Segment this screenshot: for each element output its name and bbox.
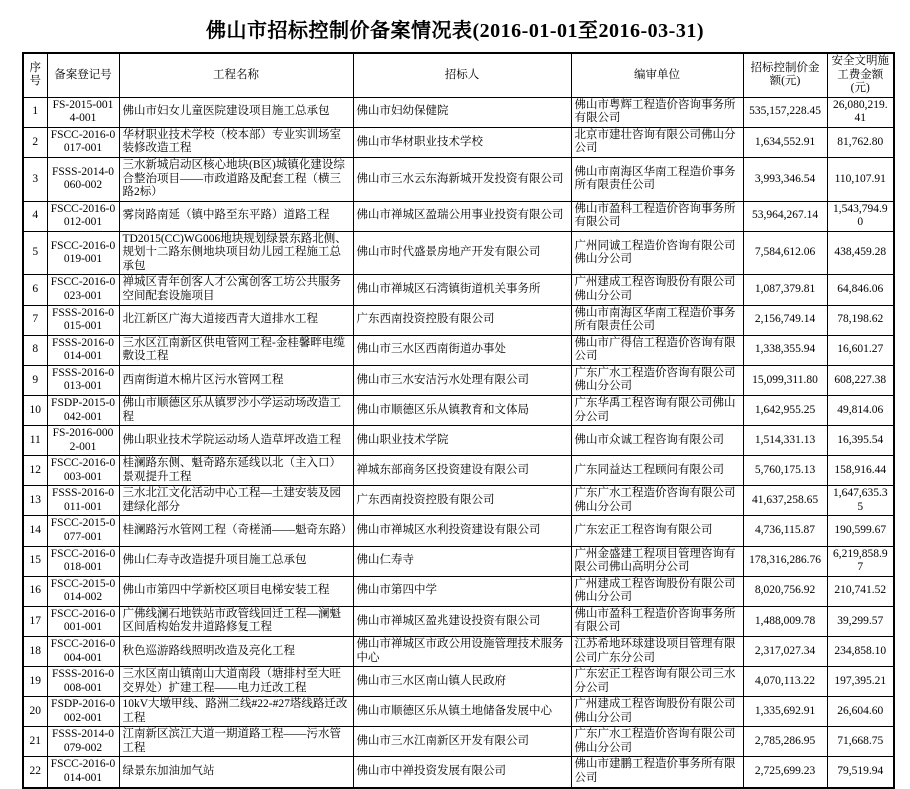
cell-index: 1 (23, 97, 47, 127)
column-header-review_unit: 编审单位 (571, 53, 743, 97)
table-row (23, 157, 894, 201)
cell-review_unit: 佛山市南海区华南工程造价事务所有限责任公司 (571, 305, 743, 335)
cell-project: 广佛线澜石地铁站市政管线回迁工程—澜魁区间盾构始发井道路修复工程 (119, 606, 353, 636)
cell-tenderer: 禅城东部商务区投资建设有限公司 (353, 456, 571, 486)
cell-safety_fee: 158,916.44 (827, 456, 894, 486)
cell-control_price: 1,335,692.91 (743, 697, 827, 727)
table-row (23, 667, 894, 697)
table-row (23, 546, 894, 576)
cell-reg_no: FSCC-2016-0019-001 (47, 231, 119, 275)
table-row (23, 97, 894, 127)
cell-tenderer: 佛山市禅城区石湾镇街道机关事务所 (353, 275, 571, 305)
table-row (23, 335, 894, 365)
cell-tenderer: 佛山市中禅投资发展有限公司 (353, 757, 571, 788)
filing-table (22, 52, 895, 789)
cell-tenderer: 佛山市华材职业技术学校 (353, 127, 571, 157)
cell-project: 佛山市第四中学新校区项目电梯安装工程 (119, 576, 353, 606)
cell-index: 3 (23, 157, 47, 201)
column-header-reg_no: 备案登记号 (47, 53, 119, 97)
cell-reg_no: FSSS-2014-0060-002 (47, 157, 119, 201)
cell-project: 绿景东加油加气站 (119, 757, 353, 788)
cell-tenderer: 佛山市顺德区乐从镇土地储备发展中心 (353, 697, 571, 727)
cell-reg_no: FSCC-2016-0017-001 (47, 127, 119, 157)
cell-review_unit: 佛山市众诚工程咨询有限公司 (571, 426, 743, 456)
cell-index: 17 (23, 606, 47, 636)
cell-safety_fee: 234,858.10 (827, 636, 894, 666)
cell-reg_no: FSSS-2016-0008-001 (47, 667, 119, 697)
cell-safety_fee: 64,846.06 (827, 275, 894, 305)
cell-review_unit: 广东同益达工程顾问有限公司 (571, 456, 743, 486)
cell-project: 10kV大墩甲线、路洲二线#22-#27塔线路迁改工程 (119, 697, 353, 727)
cell-index: 19 (23, 667, 47, 697)
cell-tenderer: 佛山市禅城区水利投资建设有限公司 (353, 516, 571, 546)
cell-index: 5 (23, 231, 47, 275)
cell-review_unit: 北京市建壮咨询有限公司佛山分公司 (571, 127, 743, 157)
cell-project: 禅城区青年创客人才公寓创客工坊公共服务空间配套设施项目 (119, 275, 353, 305)
cell-safety_fee: 26,604.60 (827, 697, 894, 727)
cell-index: 12 (23, 456, 47, 486)
cell-control_price: 2,317,027.34 (743, 636, 827, 666)
header-row (23, 53, 894, 97)
cell-review_unit: 广州金盛建工程项目管理咨询有限公司佛山高明分公司 (571, 546, 743, 576)
cell-project: 西南街道木棉片区污水管网工程 (119, 365, 353, 395)
table-row (23, 127, 894, 157)
cell-control_price: 1,514,331.13 (743, 426, 827, 456)
cell-reg_no: FSCC-2016-0012-001 (47, 201, 119, 231)
cell-reg_no: FS-2015-0014-001 (47, 97, 119, 127)
cell-project: 三水区江南新区供电管网工程-金桂馨畔电缆敷设工程 (119, 335, 353, 365)
cell-safety_fee: 210,741.52 (827, 576, 894, 606)
cell-index: 14 (23, 516, 47, 546)
cell-project: 佛山市顺德区乐从镇罗沙小学运动场改造工程 (119, 395, 353, 425)
cell-safety_fee: 608,227.38 (827, 365, 894, 395)
cell-reg_no: FSSS-2016-0014-001 (47, 335, 119, 365)
cell-control_price: 53,964,267.14 (743, 201, 827, 231)
table-row (23, 576, 894, 606)
cell-tenderer: 佛山市三水江南新区开发有限公司 (353, 727, 571, 757)
cell-project: 华材职业技术学校（校本部）专业实训场室装修改造工程 (119, 127, 353, 157)
cell-project: 三水区南山镇南山大道南段（塘排村至大旺交界处）扩建工程——电力迁改工程 (119, 667, 353, 697)
cell-review_unit: 广东华禹工程咨询有限公司佛山分公司 (571, 395, 743, 425)
cell-tenderer: 佛山市禅城区盈兆建设投资有限公司 (353, 606, 571, 636)
table-row (23, 757, 894, 788)
cell-reg_no: FSCC-2016-0023-001 (47, 275, 119, 305)
cell-control_price: 8,020,756.92 (743, 576, 827, 606)
cell-review_unit: 广州建成工程咨询股份有限公司佛山分公司 (571, 697, 743, 727)
cell-safety_fee: 190,599.67 (827, 516, 894, 546)
table-row (23, 486, 894, 516)
cell-reg_no: FSSS-2016-0015-001 (47, 305, 119, 335)
cell-project: 佛山仁寿寺改造提升项目施工总承包 (119, 546, 353, 576)
cell-index: 7 (23, 305, 47, 335)
cell-review_unit: 佛山市粤辉工程造价咨询事务所有限公司 (571, 97, 743, 127)
cell-index: 8 (23, 335, 47, 365)
cell-review_unit: 广州同诚工程造价咨询有限公司佛山分公司 (571, 231, 743, 275)
table-row (23, 606, 894, 636)
cell-control_price: 3,993,346.54 (743, 157, 827, 201)
table-header (23, 53, 894, 97)
cell-reg_no: FSCC-2015-0014-002 (47, 576, 119, 606)
cell-review_unit: 广东广水工程造价咨询有限公司佛山分公司 (571, 727, 743, 757)
cell-safety_fee: 79,519.94 (827, 757, 894, 788)
cell-review_unit: 广州建成工程咨询股份有限公司佛山分公司 (571, 275, 743, 305)
cell-index: 22 (23, 757, 47, 788)
cell-review_unit: 佛山市建鹏工程造价事务所有限公司 (571, 757, 743, 788)
cell-reg_no: FSCC-2016-0018-001 (47, 546, 119, 576)
cell-tenderer: 佛山仁寿寺 (353, 546, 571, 576)
table-row (23, 365, 894, 395)
cell-safety_fee: 81,762.80 (827, 127, 894, 157)
cell-review_unit: 广东广水工程造价咨询有限公司佛山分公司 (571, 486, 743, 516)
table-row (23, 305, 894, 335)
cell-safety_fee: 197,395.21 (827, 667, 894, 697)
cell-review_unit: 广东宏正工程咨询有限公司 (571, 516, 743, 546)
cell-control_price: 1,642,955.25 (743, 395, 827, 425)
cell-tenderer: 佛山市第四中学 (353, 576, 571, 606)
cell-control_price: 1,634,552.91 (743, 127, 827, 157)
column-header-control_price: 招标控制价金额(元) (743, 53, 827, 97)
cell-project: 三水新城启动区核心地块(B区)城镇化建设综合整治项目——市政道路及配套工程（横三路2标） (119, 157, 353, 201)
cell-index: 21 (23, 727, 47, 757)
cell-project: 桂澜路东侧、魁奇路东延线以北（主入口）景观提升工程 (119, 456, 353, 486)
cell-project: 佛山市妇女儿童医院建设项目施工总承包 (119, 97, 353, 127)
table-row (23, 636, 894, 666)
cell-reg_no: FSSS-2016-0011-001 (47, 486, 119, 516)
cell-index: 15 (23, 546, 47, 576)
cell-review_unit: 佛山市南海区华南工程造价事务所有限责任公司 (571, 157, 743, 201)
cell-index: 6 (23, 275, 47, 305)
cell-review_unit: 广东宏正工程咨询有限公司三水分公司 (571, 667, 743, 697)
column-header-index: 序号 (23, 53, 47, 97)
column-header-tenderer: 招标人 (353, 53, 571, 97)
table-row (23, 275, 894, 305)
cell-project: 秋色巡游路线照明改造及亮化工程 (119, 636, 353, 666)
cell-reg_no: FSCC-2016-0004-001 (47, 636, 119, 666)
cell-control_price: 178,316,286.76 (743, 546, 827, 576)
cell-control_price: 2,785,286.95 (743, 727, 827, 757)
cell-control_price: 1,488,009.78 (743, 606, 827, 636)
table-row (23, 426, 894, 456)
cell-control_price: 2,725,699.23 (743, 757, 827, 788)
cell-control_price: 41,637,258.65 (743, 486, 827, 516)
cell-safety_fee: 39,299.57 (827, 606, 894, 636)
column-header-safety_fee: 安全文明施工费金额(元) (827, 53, 894, 97)
cell-control_price: 4,070,113.22 (743, 667, 827, 697)
cell-tenderer: 佛山市三水安洁污水处理有限公司 (353, 365, 571, 395)
cell-review_unit: 广东广水工程造价咨询有限公司佛山分公司 (571, 365, 743, 395)
page-title: 佛山市招标控制价备案情况表(2016-01-01至2016-03-31) (206, 20, 704, 42)
cell-index: 18 (23, 636, 47, 666)
cell-index: 16 (23, 576, 47, 606)
cell-index: 4 (23, 201, 47, 231)
cell-safety_fee: 26,080,219.41 (827, 97, 894, 127)
cell-reg_no: FSSS-2016-0013-001 (47, 365, 119, 395)
table-row (23, 231, 894, 275)
cell-safety_fee: 16,601.27 (827, 335, 894, 365)
cell-project: 雾岗路南延（镇中路至东平路）道路工程 (119, 201, 353, 231)
cell-index: 10 (23, 395, 47, 425)
cell-index: 13 (23, 486, 47, 516)
cell-review_unit: 佛山市盈科工程造价咨询事务所有限公司 (571, 201, 743, 231)
cell-tenderer: 佛山市妇幼保健院 (353, 97, 571, 127)
cell-tenderer: 佛山市顺德区乐从镇教育和文体局 (353, 395, 571, 425)
cell-index: 20 (23, 697, 47, 727)
cell-tenderer: 佛山市时代盛景房地产开发有限公司 (353, 231, 571, 275)
cell-reg_no: FSCC-2015-0077-001 (47, 516, 119, 546)
cell-reg_no: FSDP-2015-0042-001 (47, 395, 119, 425)
cell-project: 桂澜路污水管网工程（奇槎涌——魁奇东路） (119, 516, 353, 546)
cell-safety_fee: 49,814.06 (827, 395, 894, 425)
cell-safety_fee: 1,543,794.90 (827, 201, 894, 231)
cell-tenderer: 佛山市三水区西南街道办事处 (353, 335, 571, 365)
cell-index: 2 (23, 127, 47, 157)
cell-control_price: 1,087,379.81 (743, 275, 827, 305)
cell-tenderer: 广东西南投资控股有限公司 (353, 305, 571, 335)
cell-reg_no: FSCC-2016-0003-001 (47, 456, 119, 486)
cell-review_unit: 佛山市盈科工程造价咨询事务所有限公司 (571, 606, 743, 636)
cell-reg_no: FS-2016-0002-001 (47, 426, 119, 456)
table-body (23, 97, 894, 787)
cell-project: 江南新区滨江大道一期道路工程——污水管工程 (119, 727, 353, 757)
cell-safety_fee: 438,459.28 (827, 231, 894, 275)
cell-reg_no: FSDP-2016-0002-001 (47, 697, 119, 727)
cell-reg_no: FSCC-2016-0014-001 (47, 757, 119, 788)
table-row (23, 395, 894, 425)
cell-tenderer: 佛山市禅城区盈瑞公用事业投资有限公司 (353, 201, 571, 231)
cell-safety_fee: 1,647,635.35 (827, 486, 894, 516)
cell-safety_fee: 6,219,858.97 (827, 546, 894, 576)
cell-control_price: 15,099,311.80 (743, 365, 827, 395)
cell-index: 11 (23, 426, 47, 456)
cell-project: 北江新区广海大道接西青大道排水工程 (119, 305, 353, 335)
cell-project: TD2015(CC)WG006地块规划绿景东路北侧、规划十二路东侧地块项目幼儿园工程施工总承包 (119, 231, 353, 275)
cell-reg_no: FSCC-2016-0001-001 (47, 606, 119, 636)
table-row (23, 697, 894, 727)
cell-tenderer: 广东西南投资控股有限公司 (353, 486, 571, 516)
table-row (23, 201, 894, 231)
column-header-project: 工程名称 (119, 53, 353, 97)
cell-reg_no: FSSS-2014-0079-002 (47, 727, 119, 757)
cell-control_price: 1,338,355.94 (743, 335, 827, 365)
cell-safety_fee: 110,107.91 (827, 157, 894, 201)
cell-tenderer: 佛山市禅城区市政公用设施管理技术服务中心 (353, 636, 571, 666)
cell-safety_fee: 71,668.75 (827, 727, 894, 757)
cell-tenderer: 佛山市三水区南山镇人民政府 (353, 667, 571, 697)
cell-tenderer: 佛山市三水云东海新城开发投资有限公司 (353, 157, 571, 201)
cell-control_price: 535,157,228.45 (743, 97, 827, 127)
cell-project: 佛山职业技术学院运动场人造草坪改造工程 (119, 426, 353, 456)
cell-tenderer: 佛山职业技术学院 (353, 426, 571, 456)
table-row (23, 516, 894, 546)
cell-review_unit: 江苏希地环球建设项目管理有限公司广东分公司 (571, 636, 743, 666)
table-row (23, 456, 894, 486)
table-row (23, 727, 894, 757)
cell-review_unit: 佛山市广得信工程造价咨询有限公司 (571, 335, 743, 365)
cell-safety_fee: 78,198.62 (827, 305, 894, 335)
cell-project: 三水北江文化活动中心工程—土建安装及园建绿化部分 (119, 486, 353, 516)
cell-safety_fee: 16,395.54 (827, 426, 894, 456)
cell-control_price: 2,156,749.14 (743, 305, 827, 335)
cell-control_price: 4,736,115.87 (743, 516, 827, 546)
cell-control_price: 5,760,175.13 (743, 456, 827, 486)
cell-review_unit: 广州建成工程咨询股份有限公司佛山分公司 (571, 576, 743, 606)
cell-index: 9 (23, 365, 47, 395)
cell-control_price: 7,584,612.06 (743, 231, 827, 275)
